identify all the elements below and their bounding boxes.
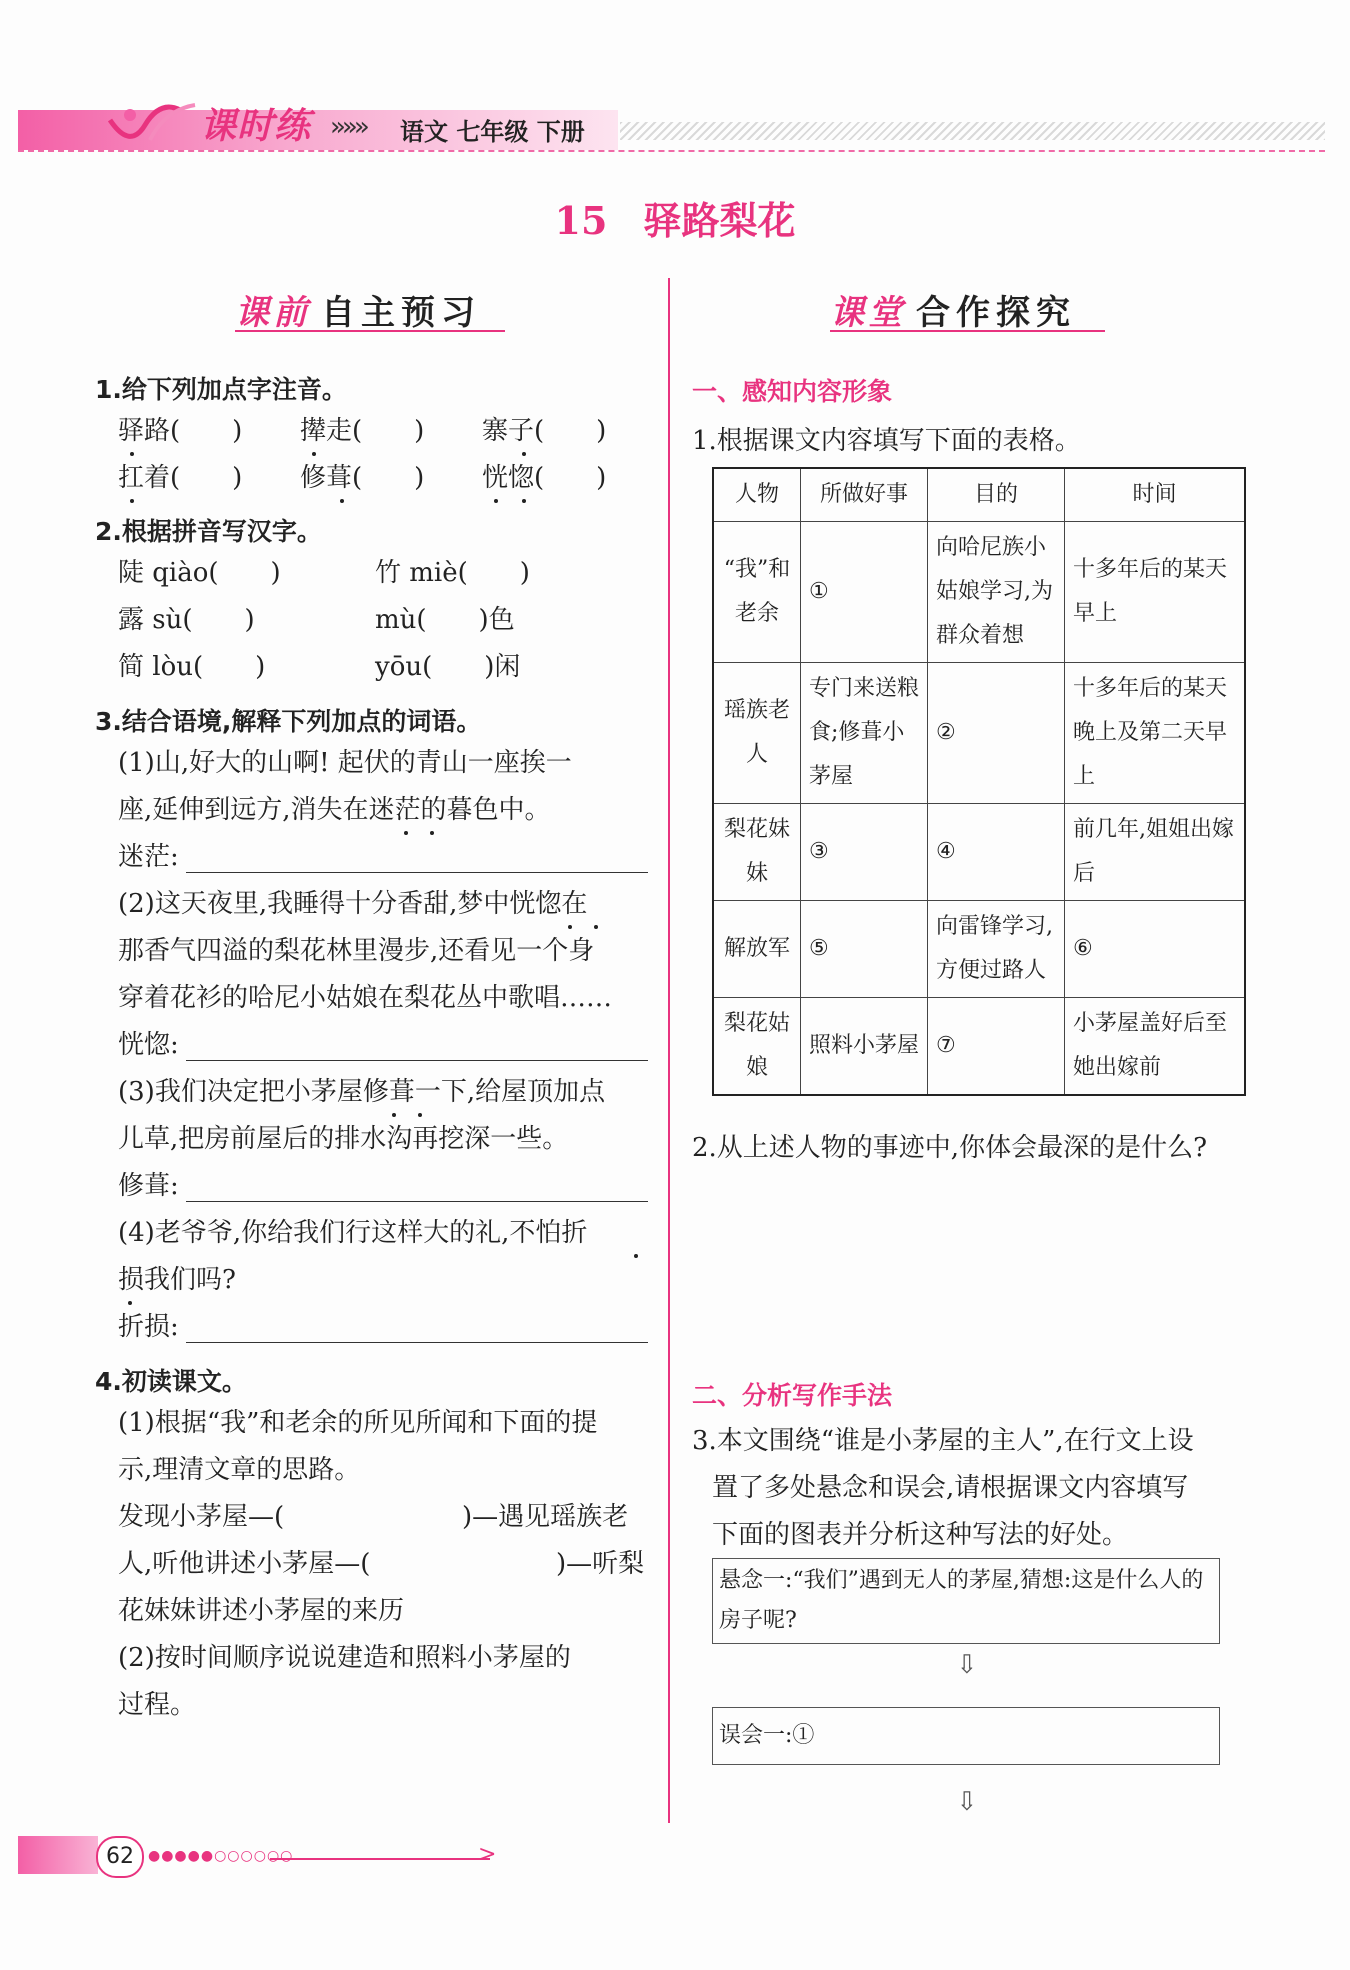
right-q1: 1.根据课文内容填写下面的表格。 — [692, 426, 1081, 456]
q3-text: 穿着花衫的哈尼小姑娘在梨花丛中歌唱…… — [118, 983, 613, 1013]
q3-answer-label: 迷茫: — [118, 842, 179, 872]
table-row — [713, 901, 1245, 998]
q2-item: 陡 qiào( ) — [118, 558, 281, 588]
section-underline-right — [830, 330, 1105, 332]
table-cell: “我”和老余 — [713, 522, 801, 663]
q1-item: 修葺( ) — [300, 463, 425, 493]
q4-text: 示,理清文章的思路。 — [118, 1455, 361, 1485]
q3-answer-label: 折损: — [118, 1312, 179, 1342]
footer-dots: ●●●●●○○○○○○ — [148, 1848, 294, 1864]
q4-text: )—听梨 — [556, 1549, 645, 1579]
table-cell: 解放军 — [713, 901, 801, 998]
summary-table — [712, 467, 1246, 1096]
emphasis-dot — [594, 925, 598, 929]
lesson-number: 15 — [554, 198, 608, 243]
q4-text: 过程。 — [118, 1690, 197, 1720]
emphasis-dot — [312, 452, 316, 456]
table-cell[interactable]: ⑤ — [801, 901, 928, 998]
section-heading-left — [235, 285, 481, 334]
table-cell[interactable]: ④ — [928, 804, 1065, 901]
part1-heading: 一、感知内容形象 — [692, 377, 893, 406]
table-cell[interactable]: ② — [928, 663, 1065, 804]
right-q3: 3.本文围绕“谁是小茅屋的主人”,在行文上设 — [692, 1426, 1194, 1456]
q2-item: yōu( )闲 — [375, 652, 521, 682]
table-row — [713, 663, 1245, 804]
answer-line[interactable] — [186, 1060, 648, 1061]
q1-item: 扛着( ) — [118, 463, 243, 493]
emphasis-dot — [522, 499, 526, 503]
table-cell: 小茅屋盖好后至她出嫁前 — [1065, 998, 1246, 1096]
q4-text: (1)根据“我”和老余的所见所闻和下面的提 — [118, 1408, 598, 1438]
q3-answer-label: 恍惚: — [118, 1030, 179, 1060]
brand-title: 课时练 — [200, 106, 312, 147]
table-cell: 十多年后的某天晚上及第二天早上 — [1065, 663, 1246, 804]
emphasis-dot — [130, 499, 134, 503]
q4-text: 人,听他讲述小茅屋—( — [118, 1549, 371, 1579]
q3-text: 座,延伸到远方,消失在迷茫的暮色中。 — [118, 795, 551, 825]
right-q2: 2.从上述人物的事迹中,你体会最深的是什么? — [692, 1133, 1208, 1163]
footer-arrow-icon: > — [478, 1842, 497, 1867]
q1-item: 撵走( ) — [300, 416, 425, 446]
q4-label: 4.初读课文。 — [95, 1367, 247, 1396]
section-heading-left-dark: 自主预习 — [321, 293, 481, 333]
table-header-row — [713, 468, 1245, 522]
emphasis-dot — [494, 499, 498, 503]
misunderstanding-box-1[interactable]: 误会一:① — [712, 1707, 1220, 1765]
header-arrows: »»» — [330, 112, 366, 142]
table-cell: 瑶族老人 — [713, 663, 801, 804]
emphasis-dot — [340, 499, 344, 503]
section-heading-left-pink: 课前 — [235, 293, 311, 333]
q3-text: 那香气四溢的梨花林里漫步,还看见一个身 — [118, 936, 595, 966]
footer-band — [18, 1836, 98, 1874]
q4-text: )—遇见瑶族老 — [462, 1502, 629, 1532]
emphasis-dot — [634, 1254, 638, 1258]
footer-line — [270, 1858, 490, 1860]
table-cell: 梨花姑娘 — [713, 998, 801, 1096]
table-cell: 前几年,姐姐出嫁后 — [1065, 804, 1246, 901]
q1-item: 寨子( ) — [482, 416, 607, 446]
table-cell: 梨花妹妹 — [713, 804, 801, 901]
q4-text: 发现小茅屋—( — [118, 1502, 285, 1532]
q3-text: 儿草,把房前屋后的排水沟再挖深一些。 — [118, 1124, 569, 1154]
answer-line[interactable] — [186, 1201, 648, 1202]
emphasis-dot — [522, 452, 526, 456]
table-row — [713, 998, 1245, 1096]
table-header: 人物 — [713, 468, 801, 522]
table-row — [713, 522, 1245, 663]
header-subject: 语文 七年级 下册 — [400, 118, 585, 146]
table-row — [713, 804, 1245, 901]
section-heading-right-pink: 课堂 — [830, 293, 906, 333]
q3-text: (2)这天夜里,我睡得十分香甜,梦中恍惚在 — [118, 889, 588, 919]
answer-line[interactable] — [186, 872, 648, 873]
q2-item: 露 sù( ) — [118, 605, 255, 635]
q4-text: 花妹妹讲述小茅屋的来历 — [118, 1596, 405, 1626]
q3-text: (4)老爷爷,你给我们行这样大的礼,不怕折 — [118, 1218, 588, 1248]
down-arrow-icon: ⇩ — [956, 1787, 978, 1817]
section-underline-left — [235, 330, 505, 332]
q3-text: 损我们吗? — [118, 1265, 236, 1295]
q2-item: 竹 miè( ) — [375, 558, 530, 588]
q3-answer-label: 修葺: — [118, 1171, 179, 1201]
table-cell: 向哈尼族小姑娘学习,为群众着想 — [928, 522, 1065, 663]
right-q3: 置了多处悬念和误会,请根据课文内容填写 — [712, 1473, 1189, 1503]
table-header: 时间 — [1065, 468, 1246, 522]
page-number: 62 — [96, 1836, 144, 1878]
table-cell: 专门来送粮食;修葺小茅屋 — [801, 663, 928, 804]
emphasis-dot — [430, 831, 434, 835]
table-cell[interactable]: ① — [801, 522, 928, 663]
right-q3: 下面的图表并分析这种写法的好处。 — [712, 1520, 1129, 1550]
q2-item: mù( )色 — [375, 605, 515, 635]
q2-label: 2.根据拼音写汉字。 — [95, 517, 322, 546]
down-arrow-icon: ⇩ — [956, 1650, 978, 1680]
table-cell: 照料小茅屋 — [801, 998, 928, 1096]
table-cell: 向雷锋学习,方便过路人 — [928, 901, 1065, 998]
answer-line[interactable] — [186, 1342, 648, 1343]
table-cell[interactable]: ⑦ — [928, 998, 1065, 1096]
table-header: 目的 — [928, 468, 1065, 522]
q3-text: (3)我们决定把小茅屋修葺一下,给屋顶加点 — [118, 1077, 606, 1107]
lesson-name: 驿路梨花 — [643, 198, 796, 243]
q4-text: (2)按时间顺序说说建造和照料小茅屋的 — [118, 1643, 571, 1673]
lesson-title — [0, 190, 1350, 245]
q3-text: (1)山,好大的山啊! 起伏的青山一座挨一 — [118, 748, 572, 778]
column-divider — [668, 278, 670, 1823]
q1-item: 恍惚( ) — [482, 463, 607, 493]
table-cell[interactable]: ⑥ — [1065, 901, 1246, 998]
header-stripe — [620, 122, 1325, 140]
table-header: 所做好事 — [801, 468, 928, 522]
suspense-box-1: 悬念一:“我们”遇到无人的茅屋,猜想:这是什么人的房子呢? — [712, 1558, 1220, 1644]
q3-label: 3.结合语境,解释下列加点的词语。 — [95, 707, 482, 736]
q1-label: 1.给下列加点字注音。 — [95, 375, 347, 404]
q1-item: 驿路( ) — [118, 416, 243, 446]
section-heading-right — [830, 285, 1076, 334]
section-heading-right-dark: 合作探究 — [916, 293, 1076, 333]
table-cell: 十多年后的某天早上 — [1065, 522, 1246, 663]
table-cell[interactable]: ③ — [801, 804, 928, 901]
q2-item: 简 lòu( ) — [118, 652, 266, 682]
emphasis-dot — [130, 452, 134, 456]
emphasis-dot — [404, 831, 408, 835]
part2-heading: 二、分析写作手法 — [692, 1381, 893, 1410]
